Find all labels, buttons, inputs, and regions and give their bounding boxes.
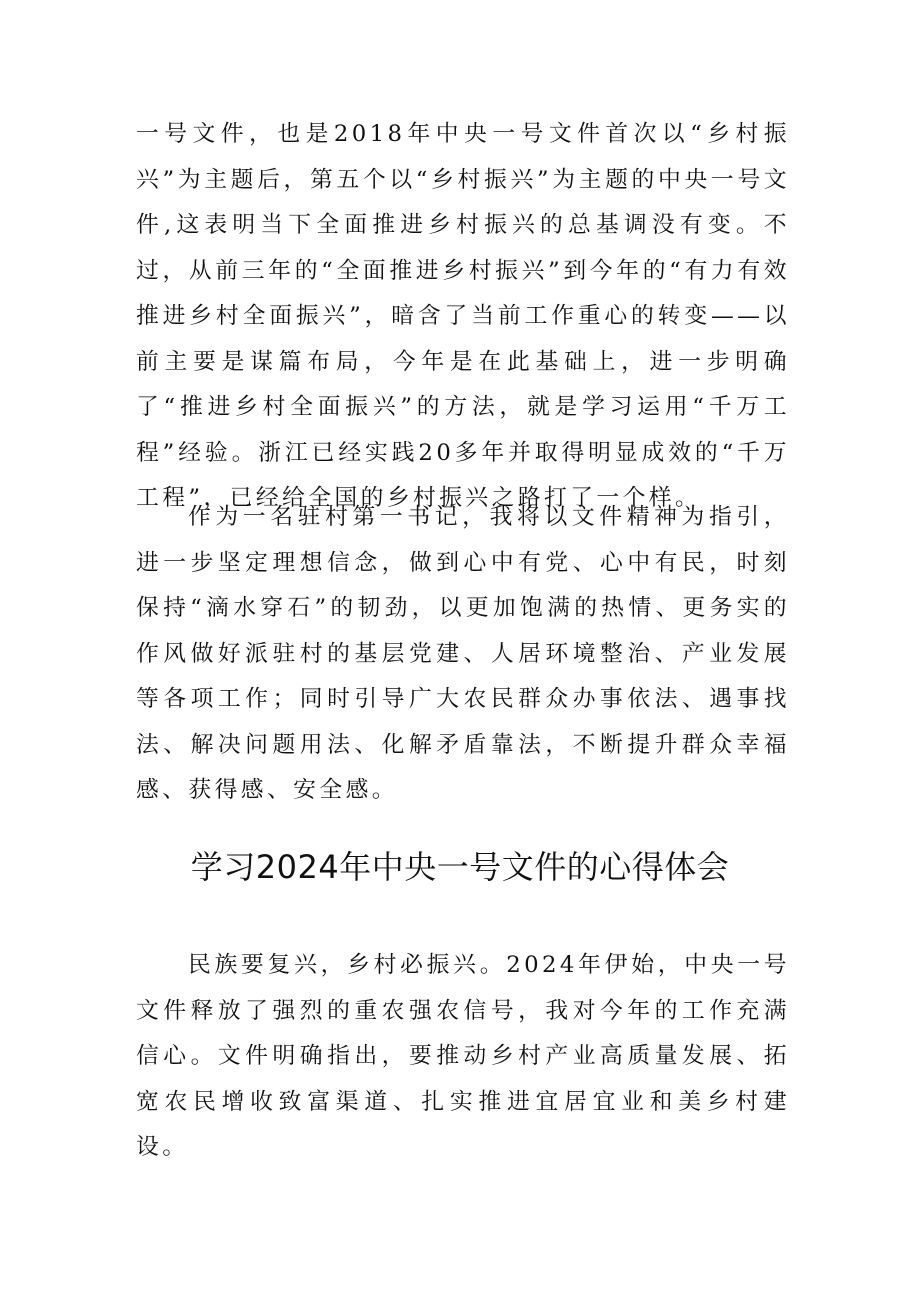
body-paragraph-continued: 一号文件，也是2018年中央一号文件首次以“乡村振兴”为主题后，第五个以“乡村振兴”为主题的中央一号文件,这表明当下全面推进乡村振兴的总基调没有变。不过，从前三年的“全面推进乡村振兴”到今年的“有力有效推进乡村全面振兴”，暗含了当前工作重心的转变——以前主要是谋篇布局，今年是在此基础上，进一步明确了“推进乡村全面振兴”的方法，就是学习运用“千万工程”经验。浙江已经实践20多年并取得明显成效的“千万工程”，已经给全国的乡村振兴之路打了一个样。 bbox=[136, 121, 790, 511]
section-heading: 学习2024年中央一号文件的心得体会 bbox=[190, 848, 730, 886]
body-paragraph-resolution: 作为一名驻村第一书记，我将以文件精神为指引，进一步坚定理想信念，做到心中有党、心中有民，时刻保持“滴水穿石”的韧劲，以更加饱满的热情、更务实的作风做好派驻村的基层党建、人居环境整治、产业发展等各项工作；同时引导广大农民群众办事依法、遇事找法、解决问题用法、化解矛盾靠法，不断提升群众幸福感、获得感、安全感。 bbox=[136, 504, 790, 803]
body-paragraph-intro: 民族要复兴，乡村必振兴。2024年伊始，中央一号文件释放了强烈的重农强农信号，我对今年的工作充满信心。文件明确指出，要推动乡村产业高质量发展、拓宽农民增收致富渠道、扎实推进宜居宜业和美乡村建设。 bbox=[136, 952, 790, 1160]
